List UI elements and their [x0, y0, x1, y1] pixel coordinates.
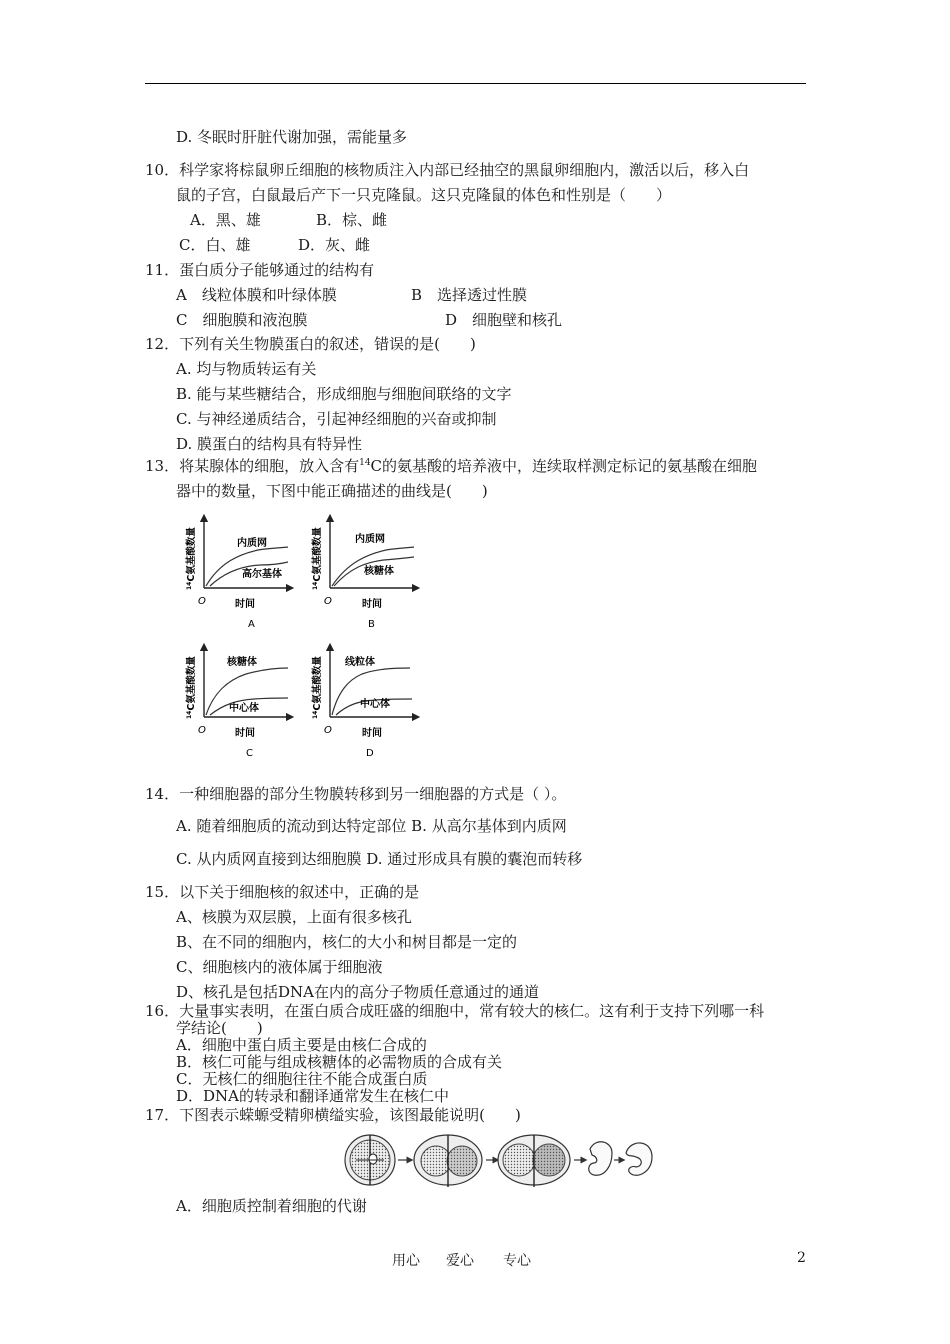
- q15-option-b: B、在不同的细胞内，核仁的大小和树目都是一定的: [176, 933, 518, 951]
- q12-option-a: A. 均与物质转运有关: [176, 360, 317, 378]
- graph-c-lower-label: 中心体: [229, 703, 259, 714]
- q10-option-a: A．黑、雄: [190, 211, 261, 229]
- q12-option-d: D. 膜蛋白的结构具有特异性: [176, 435, 363, 453]
- graph-b-ylabel: $^{14}$C氨基酸数量: [312, 527, 323, 590]
- q14-options-cd: C. 从内质网直接到达细胞膜 D. 通过形成具有膜的囊泡而转移: [176, 850, 583, 868]
- footer-word-3: 专心: [503, 1253, 531, 1269]
- q15-option-c: C、细胞核内的液体属于细胞液: [176, 958, 383, 976]
- graph-d-upper-label: 线粒体: [345, 657, 375, 668]
- graph-c-letter: C: [246, 748, 253, 759]
- egg-1: [345, 1135, 395, 1185]
- egg-3: [498, 1135, 570, 1187]
- q17-figure-svg: [336, 1133, 656, 1189]
- graph-b-upper-label: 内质网: [355, 534, 385, 545]
- q15-stem: 15．以下关于细胞核的叙述中，正确的是: [145, 883, 420, 901]
- q17-figure: [336, 1133, 656, 1193]
- q16-option-c: C．无核仁的细胞往往不能合成蛋白质: [176, 1070, 428, 1088]
- graph-b-xlabel: 时间: [362, 599, 382, 610]
- egg-2: [414, 1135, 482, 1187]
- page-number: 2: [797, 1250, 806, 1266]
- q12-option-b: B. 能与某些糖结合，形成细胞与细胞间联络的文字: [176, 385, 512, 403]
- q15-option-d: D、核孔是包括DNA在内的高分子物质任意通过的通道: [176, 983, 540, 1001]
- graph-b-lower-label: 核糖体: [364, 566, 394, 577]
- q17-option-a: A．细胞质控制着细胞的代谢: [176, 1197, 367, 1215]
- q13-stem-line2: 器中的数量，下图中能正确描述的曲线是( ): [176, 482, 488, 500]
- q10-option-b: B．棕、雌: [316, 211, 388, 229]
- graph-d-ylabel: $^{14}$C氨基酸数量: [312, 656, 323, 719]
- graph-a-letter: A: [248, 619, 255, 630]
- graph-a: [185, 518, 290, 630]
- q17-stem: 17．下图表示蝾螈受精卵横缢实验，该图最能说明( ): [145, 1106, 521, 1124]
- graph-b-origin: O: [324, 596, 332, 607]
- graph-a-xlabel: 时间: [235, 599, 255, 610]
- graph-c: [185, 647, 290, 759]
- q13-graphs: [180, 512, 440, 766]
- q14-stem: 14．一种细胞器的部分生物膜转移到另一细胞器的方式是（ ）。: [145, 785, 567, 803]
- header-rule: [145, 83, 806, 84]
- q14-options-ab: A. 随着细胞质的流动到达特定部位 B. 从高尔基体到内质网: [176, 817, 567, 835]
- graph-b-letter: B: [368, 619, 375, 630]
- graph-a-ylabel: $^{14}$C氨基酸数量: [186, 527, 197, 590]
- graph-d-xlabel: 时间: [362, 728, 382, 739]
- graph-d-letter: D: [366, 748, 374, 759]
- graph-b: [311, 518, 416, 630]
- graph-d: [311, 647, 416, 759]
- graph-d-lower-label: 中心体: [360, 699, 390, 710]
- footer-word-2: 爱心: [446, 1253, 474, 1269]
- graph-c-origin: O: [198, 725, 206, 736]
- q11-stem: 11．蛋白质分子能够通过的结构有: [145, 261, 375, 279]
- q16-stem-line2: 学结论( ): [176, 1019, 263, 1037]
- graph-c-upper-label: 核糖体: [227, 657, 257, 668]
- q10-stem-line1: 10．科学家将棕鼠卵丘细胞的核物质注入内部已经抽空的黑鼠卵细胞内，激活以后，移入白: [145, 161, 750, 179]
- graph-a-lower-label: 高尔基体: [242, 569, 282, 580]
- q9-option-d: D. 冬眠时肝脏代谢加强，需能量多: [176, 128, 408, 146]
- embryo-1: [589, 1142, 612, 1176]
- q10-option-d: D．灰、雌: [298, 236, 371, 254]
- q12-stem: 12．下列有关生物膜蛋白的叙述，错误的是( ): [145, 335, 476, 353]
- q16-option-a: A．细胞中蛋白质主要是由核仁合成的: [176, 1036, 427, 1054]
- graph-c-ylabel: $^{14}$C氨基酸数量: [186, 656, 197, 719]
- q15-option-a: A、核膜为双层膜，上面有很多核孔: [176, 908, 412, 926]
- q11-option-c: C 细胞膜和液泡膜: [176, 311, 308, 329]
- q10-option-c: C．白、雄: [179, 236, 251, 254]
- q11-option-a: A 线粒体膜和叶绿体膜: [176, 286, 337, 304]
- q11-option-d: D 细胞壁和核孔: [445, 311, 563, 329]
- q16-stem-line1: 16．大量事实表明，在蛋白质合成旺盛的细胞中，常有较大的核仁。这有利于支持下列哪一科: [145, 1002, 765, 1020]
- q13-stem-line1: 13．将某腺体的细胞，放入含有$^{14}$C的氨基酸的培养液中，连续取样测定标记的氨基酸在细胞: [145, 457, 758, 475]
- q12-option-c: C. 与神经递质结合，引起神经细胞的兴奋或抑制: [176, 410, 497, 428]
- q13-graphs-svg: [180, 512, 440, 762]
- graph-a-upper-label: 内质网: [237, 538, 267, 549]
- graph-a-origin: O: [198, 596, 206, 607]
- q11-option-b: B 选择透过性膜: [411, 286, 528, 304]
- embryo-2: [626, 1143, 652, 1175]
- q10-stem-line2: 鼠的子宫，白鼠最后产下一只克隆鼠。这只克隆鼠的体色和性别是（ ）: [176, 186, 672, 204]
- graph-c-xlabel: 时间: [235, 728, 255, 739]
- q16-option-b: B．核仁可能与组成核糖体的必需物质的合成有关: [176, 1053, 503, 1071]
- graph-d-origin: O: [324, 725, 332, 736]
- q16-option-d: D．DNA的转录和翻译通常发生在核仁中: [176, 1087, 450, 1105]
- footer-word-1: 用心: [392, 1253, 420, 1269]
